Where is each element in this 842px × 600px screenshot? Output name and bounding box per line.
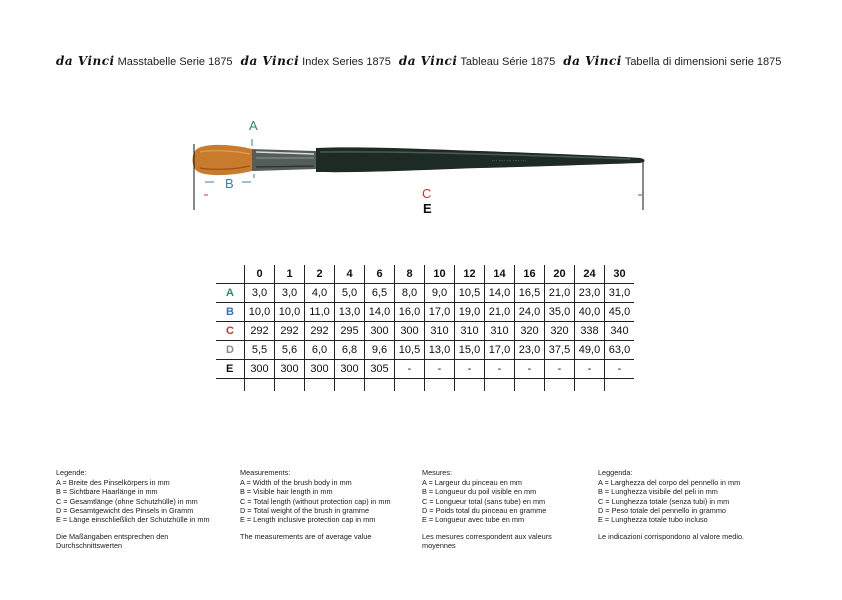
size-header: 6 [365, 265, 395, 284]
table-cell: 13,0 [425, 341, 455, 360]
table-cell: 24,0 [515, 303, 545, 322]
table-cell: 320 [515, 322, 545, 341]
table-cell: - [515, 360, 545, 379]
legend-item: E = Länge einschließlich der Schutzhülle in mm [56, 515, 210, 525]
blank-cell [485, 379, 515, 392]
table-cell: 5,0 [335, 284, 365, 303]
row-label-b: B [216, 303, 245, 322]
blank-cell [455, 379, 485, 392]
brand-logo: da Vinci [240, 54, 300, 68]
table-cell: 305 [365, 360, 395, 379]
table-cell: 8,0 [395, 284, 425, 303]
legend-item: C = Lunghezza totale (senza tubi) in mm [598, 496, 730, 506]
table-cell: 320 [545, 322, 575, 341]
table-cell: 14,0 [485, 284, 515, 303]
blank-cell [545, 379, 575, 392]
legend-note-line: Durchschnittswerten [56, 541, 123, 551]
legend-note-line: Le indicazioni corrispondono al valore medio. [598, 532, 745, 542]
table-cell: 292 [305, 322, 335, 341]
table-cell: 10,5 [455, 284, 485, 303]
brush-illustration [0, 100, 842, 230]
table-cell: 6,0 [305, 341, 335, 360]
blank-cell [245, 379, 275, 392]
legend-note-line: moyennes [422, 541, 456, 551]
header-title-en: Index Series 1875 [302, 56, 391, 68]
size-table [216, 265, 634, 391]
table-cell: - [545, 360, 575, 379]
blank-cell [365, 379, 395, 392]
size-header: 4 [335, 265, 365, 284]
table-cell: 5,6 [275, 341, 305, 360]
table-cell: 15,0 [455, 341, 485, 360]
table-cell: 21,0 [485, 303, 515, 322]
table-cell: - [485, 360, 515, 379]
size-header: 2 [305, 265, 335, 284]
legend-item: B = Lunghezza visibile del peli in mm [598, 487, 718, 497]
table-cell: 37,5 [545, 341, 575, 360]
blank-cell [425, 379, 455, 392]
table-row-d [216, 341, 634, 360]
table-cell: 19,0 [455, 303, 485, 322]
table-cell: 310 [485, 322, 515, 341]
dimension-label-a: A [249, 118, 258, 133]
legend-item: E = Lunghezza totale tubo incluso [598, 515, 708, 525]
legend-title: Leggenda: [598, 468, 633, 477]
table-cell: 4,0 [305, 284, 335, 303]
header-title-fr: Tableau Série 1875 [460, 56, 556, 68]
legend-item: D = Poids total du pinceau en gramme [422, 505, 547, 515]
dimension-label-b: B [225, 176, 234, 191]
table-row-blank [216, 379, 634, 392]
svg-text:··· ···· ··· ···· ···: ··· ···· ··· ···· ··· [492, 158, 526, 164]
table-cell: - [575, 360, 605, 379]
table-cell: 40,0 [575, 303, 605, 322]
legend-note-line: Les mesures correspondent aux valeurs [422, 532, 552, 542]
table-row-a [216, 284, 634, 303]
table-cell: 10,0 [275, 303, 305, 322]
row-label-c: C [216, 322, 245, 341]
table-cell: 23,0 [515, 341, 545, 360]
legend-french [422, 468, 602, 551]
size-header: 10 [425, 265, 455, 284]
table-cell: - [605, 360, 635, 379]
legend-title: Legende: [56, 468, 87, 477]
table-cell: 300 [305, 360, 335, 379]
legend-item: E = Length inclusive protection cap in mm [240, 515, 376, 525]
blank-cell [216, 379, 245, 392]
table-cell: 6,8 [335, 341, 365, 360]
legend-title: Measurements: [240, 468, 291, 477]
row-label-a: A [216, 284, 245, 303]
page-header [56, 54, 816, 74]
table-cell: 292 [245, 322, 275, 341]
size-header: 24 [575, 265, 605, 284]
table-row-e [216, 360, 634, 379]
table-cell: 295 [335, 322, 365, 341]
table-cell: - [395, 360, 425, 379]
legend-item: A = Width of the brush body in mm [240, 478, 352, 488]
table-corner [216, 265, 245, 284]
legend-note [240, 532, 420, 541]
brand-logo: da Vinci [398, 54, 458, 68]
table-cell: 21,0 [545, 284, 575, 303]
dimension-label-e: E [423, 201, 432, 216]
size-header: 30 [605, 265, 635, 284]
legend-note [422, 532, 602, 550]
blank-cell [515, 379, 545, 392]
legend-item: D = Gesamtgewicht des Pinsels in Gramm [56, 505, 194, 515]
table-cell: 17,0 [425, 303, 455, 322]
table-cell: 13,0 [335, 303, 365, 322]
size-header: 16 [515, 265, 545, 284]
table-cell: 23,0 [575, 284, 605, 303]
legend-note-line: The measurements are of average value [240, 532, 372, 542]
legend-item: B = Longueur du poil visible en mm [422, 487, 537, 497]
blank-cell [275, 379, 305, 392]
table-cell: 300 [395, 322, 425, 341]
table-cell: 17,0 [485, 341, 515, 360]
table-cell: 310 [455, 322, 485, 341]
brush-bristles [193, 145, 253, 175]
row-label-d: D [216, 341, 245, 360]
table-cell: 6,5 [365, 284, 395, 303]
table-cell: 11,0 [305, 303, 335, 322]
table-cell: 300 [275, 360, 305, 379]
blank-cell [335, 379, 365, 392]
brand-logo: da Vinci [56, 54, 115, 68]
row-label-e: E [216, 360, 245, 379]
legend-item: E = Longueur avec tube en mm [422, 515, 525, 525]
brand-logo: da Vinci [563, 54, 622, 68]
table-cell: 300 [365, 322, 395, 341]
table-cell: - [455, 360, 485, 379]
table-cell: 300 [335, 360, 365, 379]
legend-item: B = Sichtbare Haarlänge in mm [56, 487, 158, 497]
legend-note [56, 532, 236, 550]
table-cell: 9,6 [365, 341, 395, 360]
legend-note-line: Die Maßangaben entsprechen den [56, 532, 169, 542]
table-cell: - [425, 360, 455, 379]
table-cell: 16,0 [395, 303, 425, 322]
header-title-it: Tabella di dimensioni serie 1875 [624, 56, 782, 68]
legend-item: C = Longueur total (sans tube) en mm [422, 496, 546, 506]
table-cell: 14,0 [365, 303, 395, 322]
blank-cell [305, 379, 335, 392]
table-cell: 300 [245, 360, 275, 379]
size-header: 20 [545, 265, 575, 284]
table-cell: 10,0 [245, 303, 275, 322]
legend-item: B = Visible hair length in mm [240, 487, 333, 497]
table-cell: 16,5 [515, 284, 545, 303]
table-cell: 310 [425, 322, 455, 341]
size-header: 14 [485, 265, 515, 284]
table-row-c [216, 322, 634, 341]
brush-handle [316, 147, 645, 172]
blank-cell [395, 379, 425, 392]
table-cell: 3,0 [245, 284, 275, 303]
table-row-b [216, 303, 634, 322]
legend-italian [598, 468, 778, 541]
size-header: 8 [395, 265, 425, 284]
legend-item: D = Peso totale del pennello in grammo [598, 505, 726, 515]
table-cell: 9,0 [425, 284, 455, 303]
size-header-row [216, 265, 634, 284]
legend-note [598, 532, 778, 541]
blank-cell [605, 379, 635, 392]
table-cell: 49,0 [575, 341, 605, 360]
legend-item: A = Larghezza del corpo del pennello in mm [598, 478, 741, 488]
table-cell: 35,0 [545, 303, 575, 322]
table-cell: 5,5 [245, 341, 275, 360]
size-header: 1 [275, 265, 305, 284]
table-cell: 292 [275, 322, 305, 341]
legend-item: D = Total weight of the brush in gramme [240, 505, 370, 515]
table-cell: 3,0 [275, 284, 305, 303]
header-title-de: Masstabelle Serie 1875 [117, 56, 233, 68]
legend-item: A = Largeur du pinceau en mm [422, 478, 522, 488]
legend-title: Mesures: [422, 468, 453, 477]
table-cell: 10,5 [395, 341, 425, 360]
legend-item: C = Gesamtlänge (ohne Schutzhülle) in mm [56, 496, 198, 506]
brush-diagram [0, 100, 842, 230]
size-header: 0 [245, 265, 275, 284]
table-cell: 340 [605, 322, 635, 341]
table-cell: 31,0 [605, 284, 635, 303]
legend-item: A = Breite des Pinselkörpers in mm [56, 478, 170, 488]
size-header: 12 [455, 265, 485, 284]
blank-cell [575, 379, 605, 392]
table-cell: 45,0 [605, 303, 635, 322]
dimension-label-c: C [422, 186, 432, 201]
table-cell: 63,0 [605, 341, 635, 360]
legend-english [240, 468, 420, 541]
legend-german [56, 468, 236, 551]
table-cell: 338 [575, 322, 605, 341]
legend-item: C = Total length (without protection cap) in mm [240, 496, 391, 506]
